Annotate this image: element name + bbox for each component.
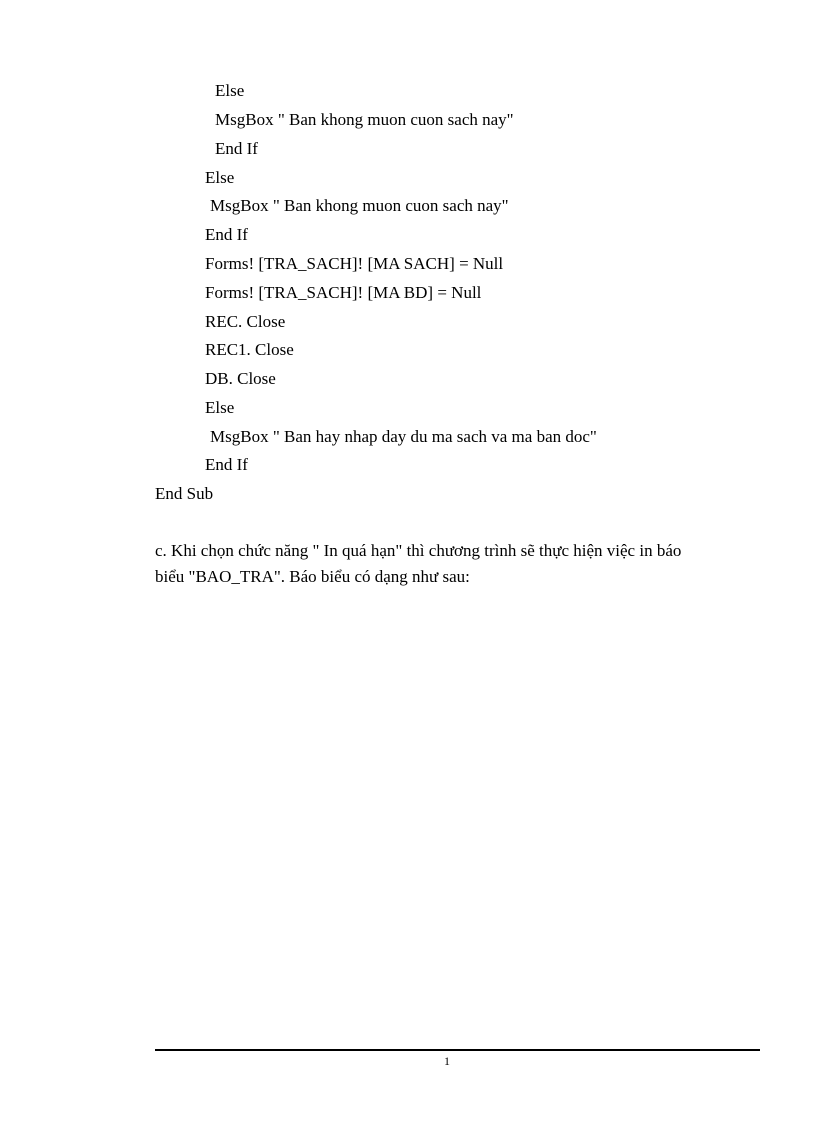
page-number: 1 <box>444 1054 450 1068</box>
code-line: MsgBox " Ban khong muon cuon sach nay" <box>215 110 514 129</box>
code-line: DB. Close <box>205 369 276 388</box>
footer-rule <box>155 1049 760 1051</box>
code-line: End If <box>215 139 258 158</box>
code-line: REC. Close <box>205 312 286 331</box>
code-line: Forms! [TRA_SACH]! [MA SACH] = Null <box>205 254 504 273</box>
code-line: MsgBox " Ban hay nhap day du ma sach va ma ban doc" <box>210 427 597 446</box>
code-line: REC1. Close <box>205 340 294 359</box>
code-line: End Sub <box>155 484 214 503</box>
paragraph-line: c. Khi chọn chức năng " In quá hạn" thì chương trình sẽ thực hiện việc in báo <box>155 541 682 560</box>
code-line: Else <box>215 81 245 100</box>
code-line: Else <box>205 398 235 417</box>
code-line: End If <box>205 225 248 244</box>
code-line: MsgBox " Ban khong muon cuon sach nay" <box>210 196 509 215</box>
code-line: Forms! [TRA_SACH]! [MA BD] = Null <box>205 283 482 302</box>
code-line: Else <box>205 168 235 187</box>
paragraph-line: biểu "BAO_TRA". Báo biểu có dạng như sau: <box>155 567 470 586</box>
code-line: End If <box>205 455 248 474</box>
body-paragraph <box>155 538 755 590</box>
